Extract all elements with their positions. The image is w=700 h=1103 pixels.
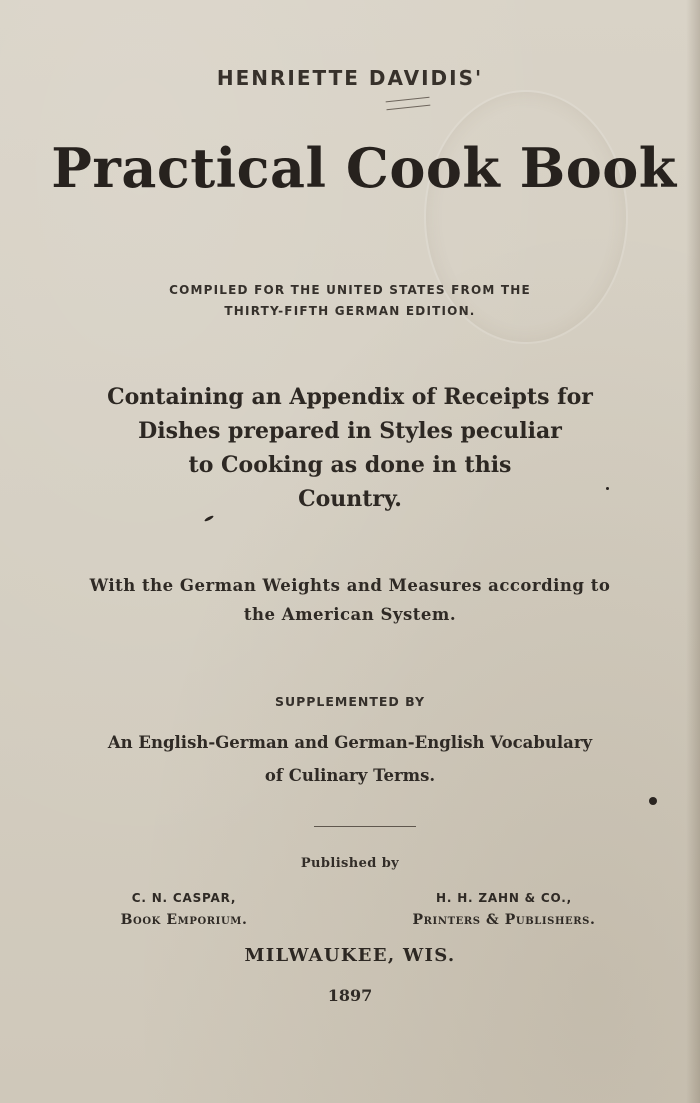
published-by: Published by — [300, 856, 400, 871]
appendix-line-3: to Cooking as done in this — [188, 452, 512, 478]
publication-city: MILWAUKEE, WIS. — [244, 945, 456, 966]
appendix-line-2: Dishes prepared in Styles peculiar — [138, 418, 562, 444]
author-heading: HENRIETTE DAVIDIS' — [216, 66, 484, 90]
compiled-line-2: THIRTY-FIFTH GERMAN EDITION. — [224, 304, 476, 318]
compiled-line-1: COMPILED FOR THE UNITED STATES FROM THE — [169, 283, 531, 297]
publisher-role: Printers & Publishers. — [412, 912, 596, 928]
measures-line-1: With the German Weights and Measures according to — [89, 576, 611, 595]
publisher-name: C. N. CASPAR, — [131, 891, 237, 905]
publisher-left — [102, 888, 266, 932]
divider-rule — [314, 826, 416, 827]
ink-speck — [606, 487, 609, 490]
ink-speck — [649, 797, 657, 805]
book-title: Practical Cook Book — [51, 136, 677, 200]
publisher-right — [388, 888, 620, 932]
publisher-role: Book Emporium. — [120, 912, 248, 928]
ink-speck — [204, 515, 214, 522]
publisher-name: H. H. ZAHN & CO., — [436, 891, 572, 905]
vocabulary-line-1: An English-German and German-English Vocabulary — [107, 733, 593, 752]
appendix-line-1: Containing an Appendix of Receipts for — [107, 384, 593, 410]
publication-year: 1897 — [327, 986, 373, 1005]
supplemented-heading: SUPPLEMENTED BY — [274, 694, 426, 709]
measures-line-2: the American System. — [243, 605, 457, 624]
pencil-mark — [386, 97, 431, 111]
appendix-line-4: Country. — [298, 486, 402, 512]
vocabulary-line-2: of Culinary Terms. — [264, 766, 436, 785]
